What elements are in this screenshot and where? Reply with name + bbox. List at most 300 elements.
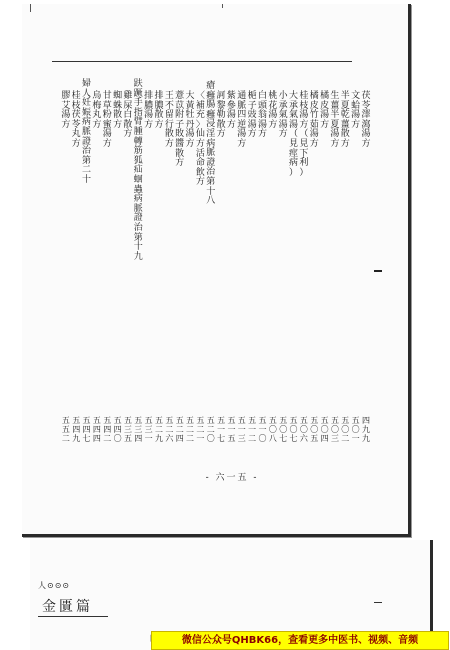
- toc-page-number: [351, 416, 361, 443]
- toc-entry-char: 方: [164, 138, 174, 149]
- page-number-char: 五: [217, 416, 226, 425]
- page-number-char: 五: [227, 434, 236, 443]
- toc-entry-char: 方: [102, 138, 112, 149]
- toc-page-number: [268, 416, 278, 443]
- toc-entry-char: 湯: [351, 110, 361, 121]
- toc-entry: [144, 92, 154, 130]
- toc-page-number: [71, 416, 81, 443]
- page-number-char: 五: [196, 416, 205, 425]
- toc-page-number: [237, 416, 247, 443]
- page-number-char: 五: [134, 416, 143, 425]
- toc-entry-char: 臂: [133, 117, 143, 128]
- toc-entry-char: 方: [299, 119, 309, 130]
- toc-entry-char: 湯: [185, 129, 195, 140]
- toc-entry-char: 證: [133, 213, 143, 224]
- page-number-char: 四: [82, 425, 91, 434]
- toc-entry-char: 子: [247, 100, 257, 111]
- toc-entry-char: 花: [268, 100, 278, 111]
- toc-entry-char: 子: [175, 119, 185, 130]
- toc-entry: [351, 92, 361, 130]
- toc-entry-char: 橘: [309, 91, 319, 101]
- page-number-char: 一: [351, 434, 360, 443]
- page-number-char: 二: [103, 434, 112, 443]
- toc-page-number: [258, 416, 268, 443]
- page-number-char: 〇: [258, 434, 267, 443]
- page-number-char: 二: [341, 434, 350, 443]
- toc-entry-char: 散: [340, 129, 350, 140]
- toc-entry-char: 利: [299, 158, 309, 169]
- page-number-char: 〇: [351, 425, 360, 434]
- toc-entry-char: 梔: [247, 91, 257, 101]
- toc-entry-char: 湯: [278, 119, 288, 130]
- corner-mark: 人⊙⊙⊙: [38, 581, 71, 590]
- page-number-char: 五: [61, 425, 70, 434]
- toc-entry-char: 蜜: [102, 119, 112, 130]
- toc-entry-char: 散: [216, 119, 226, 130]
- page-number-char: 一: [237, 425, 246, 434]
- toc-entry-char: 腫: [133, 126, 143, 137]
- toc-entry-char: 排: [154, 91, 164, 101]
- toc-entry-char: 豉: [247, 110, 257, 121]
- title-rule: [38, 616, 108, 617]
- toc-entry: [206, 82, 216, 207]
- toc-entry-char: 方: [113, 119, 123, 130]
- watermark-banner: 微信公众号QHBK66，查看更多中医书、视频、音频: [151, 631, 449, 650]
- toc-entry-char: 桂: [299, 91, 309, 101]
- toc-entry-char: 屎: [123, 100, 133, 111]
- toc-entry-char: 膿: [144, 100, 154, 111]
- toc-entry-char: 脈: [237, 100, 247, 111]
- toc-page-number: [61, 416, 71, 443]
- toc-entry-char: 黎: [216, 100, 226, 111]
- page-number-char: 五: [61, 416, 70, 425]
- toc-entry: [289, 92, 299, 178]
- toc-entry-char: 竹: [309, 110, 319, 121]
- page-number-char: 九: [362, 425, 370, 434]
- toc-entry-char: 膠: [61, 91, 71, 101]
- page-number-char: 四: [134, 434, 143, 443]
- toc-entry-char: 逆: [237, 119, 247, 130]
- page-number-char: 五: [310, 416, 319, 425]
- toc-entry-char: 十: [133, 242, 143, 253]
- toc-entry-char: 氣: [278, 110, 288, 121]
- toc-page-number: [206, 416, 216, 443]
- toc-entry: [164, 92, 174, 150]
- toc-page-number: [92, 416, 102, 443]
- toc-page-number: [133, 416, 143, 443]
- toc-entry: [216, 92, 226, 140]
- page-number-char: 二: [248, 434, 257, 443]
- toc-entry: [71, 92, 81, 150]
- toc-entry-char: 湯: [299, 110, 309, 121]
- toc-entry-char: 九: [133, 251, 143, 262]
- page-number-char: 七: [82, 434, 91, 443]
- page-number-char: 五: [351, 416, 360, 425]
- toc-entry: [299, 92, 309, 178]
- page-number-char: 五: [341, 416, 350, 425]
- toc-entry-char: 充: [195, 110, 205, 121]
- toc-entry-char: 飲: [195, 167, 205, 178]
- toc-entry-char: 方: [320, 119, 330, 130]
- toc-entry-char: 留: [164, 110, 174, 121]
- toc-entry-char: 病: [289, 158, 299, 169]
- toc-page-number: [309, 416, 319, 443]
- toc-entry-char: 妊: [82, 98, 92, 109]
- page-number-char: 五: [268, 416, 277, 425]
- page-number-char: 五: [144, 416, 153, 425]
- page-number-char: 〇: [320, 425, 329, 434]
- toc-entry-char: 方: [92, 119, 102, 130]
- toc-page-number: [330, 416, 340, 443]
- toc-page-number: [361, 416, 371, 443]
- toc-entry-char: 湯: [330, 129, 340, 140]
- toc-entry-char: 承: [289, 100, 299, 111]
- side-mark: [374, 270, 382, 272]
- toc-entry-char: 散: [164, 129, 174, 140]
- page-number-char: 〇: [206, 434, 215, 443]
- toc-entry-char: 氣: [289, 110, 299, 121]
- toc-entry-char: 方: [257, 129, 267, 140]
- toc-entry-char: 方: [61, 119, 71, 130]
- toc-entry-char: 見: [289, 138, 299, 149]
- toc-entry-char: 烏: [92, 91, 102, 101]
- page-number-char: 二: [186, 434, 195, 443]
- page-number-char: 二: [165, 425, 174, 434]
- page-number-char: 二: [155, 425, 163, 434]
- page-number-char: 〇: [113, 434, 122, 443]
- toc-entry-char: 散: [113, 110, 123, 121]
- toc-entry-char: 夏: [340, 100, 350, 111]
- toc-entry-char: 脈: [206, 148, 216, 159]
- toc-page-number: [299, 416, 309, 443]
- toc-entry-char: 方: [195, 177, 205, 188]
- toc-entry-char: 丸: [71, 129, 81, 140]
- page-number-char: 二: [175, 425, 184, 434]
- page-number-char: 一: [144, 434, 153, 443]
- toc-entry-char: 苓: [361, 100, 371, 111]
- toc-entry: [92, 92, 102, 130]
- toc-entry-char: 訶: [216, 91, 226, 101]
- page-number-char: 三: [134, 425, 143, 434]
- toc-entry-char: 半: [340, 91, 350, 101]
- page-number-char: 六: [165, 434, 174, 443]
- toc-page-number: [144, 416, 154, 443]
- toc-entry-char: ）: [299, 167, 309, 178]
- toc-entry: [237, 92, 247, 150]
- toc-entry-char: 湯: [320, 110, 330, 121]
- toc-entry: [185, 92, 195, 150]
- toc-entry-char: 紫: [226, 91, 236, 101]
- toc-entry-char: 病: [206, 138, 216, 149]
- toc-entry-char: 方: [71, 138, 81, 149]
- page-number-char: 〇: [330, 425, 339, 434]
- toc-entry: [361, 92, 371, 150]
- toc-entry-char: 茯: [71, 110, 81, 121]
- toc-entry: [320, 92, 330, 130]
- toc-entry-char: 皮: [309, 100, 319, 111]
- toc-page-number: [247, 416, 257, 443]
- toc-entry-char: 大: [185, 91, 195, 101]
- toc-entry-char: 茯: [361, 91, 371, 101]
- toc-entry-char: 牡: [185, 110, 195, 121]
- toc-entry-char: 湯: [268, 110, 278, 121]
- toc-entry-char: 散: [175, 148, 185, 159]
- toc-entry-char: 白: [257, 91, 267, 101]
- page-number-char: 四: [113, 425, 122, 434]
- toc-entry: [113, 92, 123, 130]
- page-number-char: 四: [72, 425, 81, 434]
- toc-entry-char: 蛛: [113, 100, 123, 111]
- page-number-char: 一: [217, 425, 226, 434]
- toc-entry-char: 方: [175, 158, 185, 169]
- page-number-char: 〇: [341, 425, 350, 434]
- toc-entry-char: 婦: [82, 79, 92, 89]
- toc-entry-char: 不: [164, 100, 174, 111]
- toc-page-number: [164, 416, 174, 443]
- page-number-char: 五: [155, 416, 163, 425]
- page-number-char: 四: [92, 434, 101, 443]
- toc-entry-char: 方: [278, 129, 288, 140]
- toc-entry-char: 王: [164, 91, 174, 101]
- toc-entry-char: 大: [289, 91, 299, 101]
- page-number-char: 三: [330, 434, 339, 443]
- toc-entry-char: 腸: [206, 100, 216, 111]
- toc-entry-char: 夏: [330, 119, 340, 130]
- page-number-char: 二: [61, 434, 70, 443]
- toc-entry-char: 散: [123, 119, 133, 130]
- toc-entry-char: 痙: [289, 148, 299, 159]
- toc-entry-char: 湯: [257, 119, 267, 130]
- page-number-char: 三: [123, 425, 132, 434]
- toc-entry-char: 證: [206, 157, 216, 168]
- toc-entry: [61, 92, 71, 130]
- toc-entry: [226, 92, 236, 130]
- toc-entry-char: 證: [82, 136, 92, 147]
- toc-entry-char: 苓: [71, 119, 81, 130]
- toc-entry: [102, 92, 112, 150]
- toc-entry-char: 枝: [299, 100, 309, 111]
- toc-entry: [247, 92, 257, 140]
- toc-entry-char: 湯: [102, 129, 112, 140]
- toc-entry-char: 丹: [185, 119, 195, 130]
- toc-page-number: [278, 416, 288, 443]
- toc-entry-char: 附: [175, 110, 185, 121]
- toc-entry-char: 方: [185, 138, 195, 149]
- page-number-char: 五: [299, 416, 308, 425]
- page-number-char: 九: [362, 434, 370, 443]
- toc-entry: [82, 80, 92, 186]
- page-number-char: 〇: [268, 425, 277, 434]
- page-number-char: 七: [217, 434, 226, 443]
- toc-entry-char: 通: [237, 91, 247, 101]
- toc-entry-char: 淫: [206, 128, 216, 139]
- toc-entry-char: 方: [247, 129, 257, 140]
- toc-entry-char: 治: [133, 222, 143, 233]
- toc-entry-char: 敗: [175, 129, 185, 140]
- page-number-char: 五: [248, 416, 257, 425]
- toc-entry-char: 頭: [257, 100, 267, 111]
- toc-entry-char: 病: [133, 194, 143, 205]
- toc-entry-char: 澤: [361, 110, 371, 121]
- page-number-char: 一: [248, 425, 257, 434]
- toc-entry: [330, 92, 340, 150]
- page-number-char: 九: [72, 434, 81, 443]
- toc-entry-char: 排: [144, 91, 154, 101]
- top-rule: [52, 61, 352, 62]
- toc-entry-char: 湯: [289, 119, 299, 130]
- toc-entry-char: 第: [133, 232, 143, 243]
- page-number-char: 五: [165, 416, 174, 425]
- page-number-char: 五: [310, 434, 319, 443]
- toc-entry-char: 參: [226, 100, 236, 111]
- page-number-char: 五: [103, 416, 112, 425]
- toc-entry: [133, 80, 143, 262]
- toc-entry-char: 湯: [309, 129, 319, 140]
- page-number-char: 二: [196, 425, 205, 434]
- toc-entry-char: 補: [195, 100, 205, 111]
- toc-entry-char: 湯: [361, 129, 371, 140]
- toc-entry-char: 第: [82, 155, 92, 166]
- toc-entry-char: 方: [195, 138, 205, 149]
- toc-entry-char: 翁: [257, 110, 267, 121]
- toc-page-number: [113, 416, 123, 443]
- toc-entry-char: 小: [278, 91, 288, 101]
- toc-entry-char: 方: [330, 138, 340, 149]
- toc-entry-char: 脈: [82, 126, 92, 137]
- toc-entry-char: 方: [361, 138, 371, 149]
- toc-entry-char: 〉: [195, 119, 205, 130]
- toc-entry-char: 方: [268, 119, 278, 130]
- toc-entry-char: 十: [206, 186, 216, 197]
- toc-entry-char: 甘: [102, 91, 112, 101]
- toc-entry-char: 趺: [133, 79, 143, 89]
- toc-entry: [175, 92, 185, 169]
- page-number-char: 五: [227, 416, 236, 425]
- toc-entry-char: 梅: [92, 100, 102, 111]
- toc-page-number: [123, 416, 133, 443]
- page-number-char: 五: [258, 416, 267, 425]
- side-mark: [374, 602, 382, 603]
- page-number-char: 四: [103, 425, 112, 434]
- toc-entry-char: 茹: [309, 119, 319, 130]
- toc-entry-char: 粉: [102, 110, 112, 121]
- page-number-char: 〇: [299, 425, 308, 434]
- toc-entry-char: 筋: [133, 146, 143, 157]
- page-number-char: 五: [123, 434, 132, 443]
- toc-entry-char: 人: [82, 88, 92, 99]
- toc-entry-char: 承: [278, 100, 288, 111]
- toc-page-number: [154, 416, 164, 443]
- toc-entry-char: 薑: [330, 100, 340, 111]
- toc-entry-char: 文: [351, 91, 361, 101]
- page-number-char: 四: [175, 434, 184, 443]
- toc-page-number: [175, 416, 185, 443]
- toc-entry-char: 草: [102, 100, 112, 111]
- toc-entry-char: 十: [82, 174, 92, 185]
- toc-entry-char: 〈: [195, 91, 205, 101]
- toc-entry-char: 黃: [185, 100, 195, 111]
- toc-entry-char: 手: [133, 98, 143, 109]
- toc-entry-char: 艾: [61, 100, 71, 111]
- toc-entry-char: 皮: [320, 100, 330, 111]
- toc-entry-char: （: [299, 129, 309, 140]
- section-title: 金匱篇: [42, 599, 93, 615]
- toc-entry: [154, 92, 164, 130]
- toc-entry-char: 薏: [175, 91, 185, 101]
- toc-entry-char: 湯: [247, 119, 257, 130]
- toc-entry-char: 治: [82, 146, 92, 157]
- toc-entry-char: 勒: [216, 110, 226, 121]
- toc-entry-char: 枝: [71, 100, 81, 111]
- page-number-char: 五: [289, 416, 298, 425]
- page-number-char: 九: [155, 434, 163, 443]
- page-number-char: 五: [330, 416, 339, 425]
- page-number-char: 二: [206, 425, 215, 434]
- toc-page-number: [195, 416, 205, 443]
- toc-entry-char: 方: [226, 119, 236, 130]
- toc-entry-char: 丸: [92, 110, 102, 121]
- page-number-char: 五: [186, 416, 195, 425]
- page-number-char: 四: [362, 416, 370, 425]
- page-number-char: 五: [113, 416, 122, 425]
- toc-entry: [268, 92, 278, 130]
- toc-entry-char: 方: [237, 138, 247, 149]
- toc-entry-char: 雞: [123, 91, 133, 101]
- toc-entry: [278, 92, 288, 140]
- toc-entry-char: 方: [144, 119, 154, 130]
- toc-entry-char: 四: [237, 110, 247, 121]
- page-number-char: 四: [320, 434, 329, 443]
- toc-entry-char: 下: [299, 148, 309, 159]
- toc-page-number: [340, 416, 350, 443]
- toc-page-number: [216, 416, 226, 443]
- page-number-char: 一: [258, 425, 267, 434]
- page-number-char: 五: [279, 416, 288, 425]
- toc-entry: [195, 92, 205, 188]
- toc-entry-char: 方: [309, 138, 319, 149]
- page-number-char: 二: [186, 425, 195, 434]
- toc-entry-char: 二: [82, 165, 92, 176]
- toc-entry-char: （: [289, 129, 299, 140]
- toc-entry-char: 見: [299, 138, 309, 149]
- toc-entry-char: 方: [216, 129, 226, 140]
- toc-page-number: [102, 416, 112, 443]
- toc-entry-char: 瘡: [206, 81, 216, 91]
- page-number-char: 〇: [279, 425, 288, 434]
- toc-entry-char: 方: [154, 119, 164, 130]
- page-number-char: 一: [196, 434, 205, 443]
- toc-entry-char: 湯: [61, 110, 71, 121]
- toc-entry-char: 蟲: [133, 184, 143, 195]
- toc-entry-char: 白: [123, 110, 133, 121]
- toc-entry-char: 活: [195, 148, 205, 159]
- toc-entry-char: 命: [195, 158, 205, 169]
- page-number-char: 五: [123, 416, 132, 425]
- toc-entry-char: 苡: [175, 100, 185, 111]
- page-number-char: 七: [289, 434, 298, 443]
- toc-entry-char: 第: [206, 176, 216, 187]
- page-number-char: 五: [237, 416, 246, 425]
- crop-mark: [30, 4, 31, 12]
- toc-entry-char: 生: [330, 91, 340, 101]
- toc-page-number: [82, 416, 92, 443]
- page-number-char: 八: [268, 434, 277, 443]
- toc-entry: [340, 92, 350, 150]
- toc-entry-char: 醬: [175, 138, 185, 149]
- toc-entry: [309, 92, 319, 150]
- page-number-char: 〇: [289, 425, 298, 434]
- toc-entry-char: 病: [82, 117, 92, 128]
